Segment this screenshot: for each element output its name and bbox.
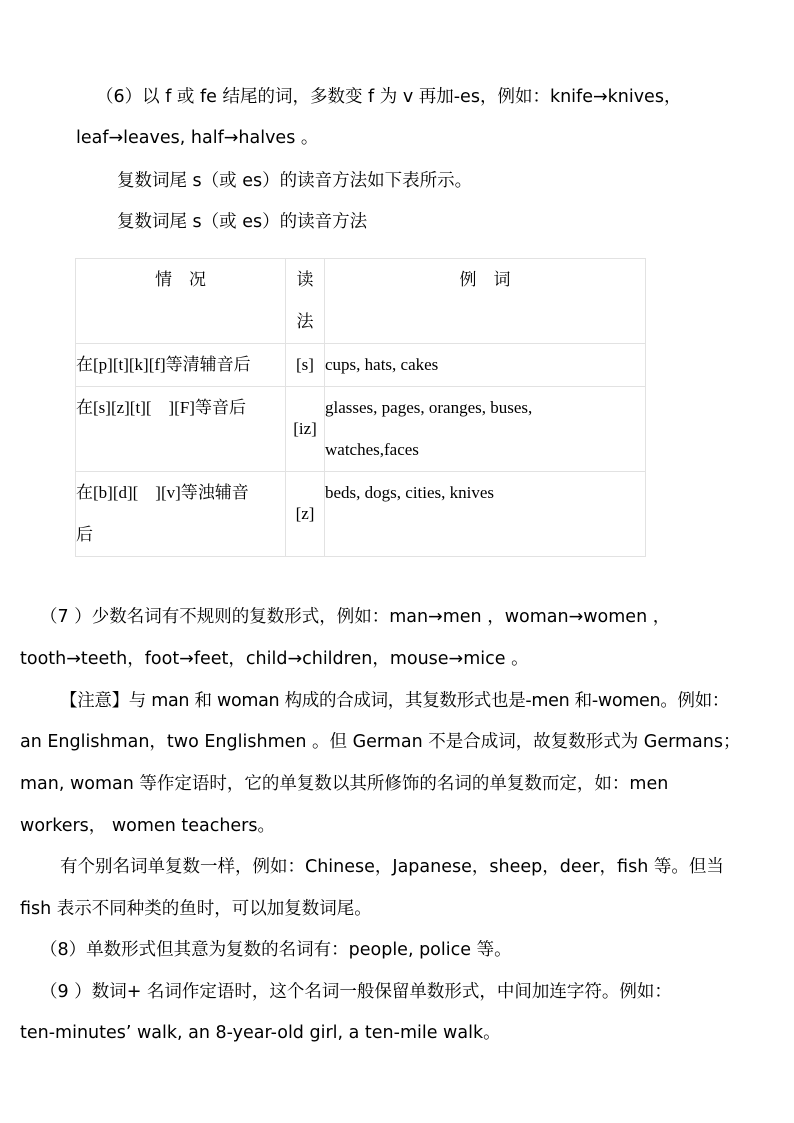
same-form-line-1: 有个别名词单复数一样，例如：Chinese，Japanese，sheep，deer，fish 等。但当 — [60, 857, 724, 877]
table-row — [76, 387, 646, 472]
rule-7-line-2: tooth→teeth，foot→feet，child→children，mouse→mice 。 — [20, 649, 529, 669]
rule-9-line-1: （9 ）数词+ 名词作定语时，这个名词一般保留单数形式，中间加连字符。例如： — [40, 982, 672, 1002]
row-3-examples: beds, dogs, cities, knives — [325, 472, 646, 557]
header-examples: 例 词 — [325, 259, 646, 344]
note-line-4: workers， women teachers。 — [20, 816, 275, 836]
row-1-examples: cups, hats, cakes — [325, 344, 646, 387]
rule-8: （8）单数形式但其意为复数的名词有：people, police 等。 — [40, 940, 512, 960]
note-line-3: man, woman 等作定语时，它的单复数以其所修饰的名词的单复数而定，如：men — [20, 774, 669, 794]
note-line-1: 【注意】与 man 和 woman 构成的合成词，其复数形式也是-men 和-women。例如： — [60, 691, 730, 711]
table-row — [76, 472, 646, 557]
note-line-2: an Englishman，two Englishmen 。但 German 不是合成词，故复数形式为 Germans； — [20, 732, 741, 752]
row-2-situation: 在[s][z][t][ ][F]等音后 — [76, 387, 286, 472]
row-2-examples-line-1: glasses, pages, oranges, buses, — [325, 398, 533, 417]
row-1-reading: [s] — [286, 344, 325, 387]
header-reading-1: 读 — [296, 270, 314, 289]
row-2-examples — [325, 387, 646, 472]
table-caption: 复数词尾 s（或 es）的读音方法 — [117, 212, 368, 232]
pronunciation-table — [75, 258, 646, 557]
rule-9-line-2: ten-minutes’ walk, an 8-year-old girl, a ten-mile walk。 — [20, 1023, 501, 1043]
row-2-examples-line-2: watches,faces — [325, 440, 419, 459]
row-3-reading: [z] — [286, 472, 325, 557]
table-row — [76, 344, 646, 387]
row-3-situation — [76, 472, 286, 557]
header-reading — [286, 259, 325, 344]
row-3-situation-line-1: 在[b][d][ ][v]等浊辅音 — [76, 483, 249, 502]
header-situation: 情 况 — [76, 259, 286, 344]
table-intro: 复数词尾 s（或 es）的读音方法如下表所示。 — [117, 171, 473, 191]
row-1-situation: 在[p][t][k][f]等清辅音后 — [76, 344, 286, 387]
row-3-situation-line-2: 后 — [76, 525, 93, 544]
header-reading-2: 法 — [296, 312, 314, 331]
rule-7-line-1: （7 ）少数名词有不规则的复数形式，例如：man→men ，woman→women ， — [40, 607, 671, 627]
table-header-row — [76, 259, 646, 344]
same-form-line-2: fish 表示不同种类的鱼时，可以加复数词尾。 — [20, 899, 372, 919]
rule-6-line-2: leaf→leaves, half→halves 。 — [76, 128, 319, 148]
row-2-reading: [iz] — [286, 387, 325, 472]
rule-6-line-1: （6）以 f 或 fe 结尾的词，多数变 f 为 v 再加-es，例如：knife→knives， — [96, 87, 682, 107]
